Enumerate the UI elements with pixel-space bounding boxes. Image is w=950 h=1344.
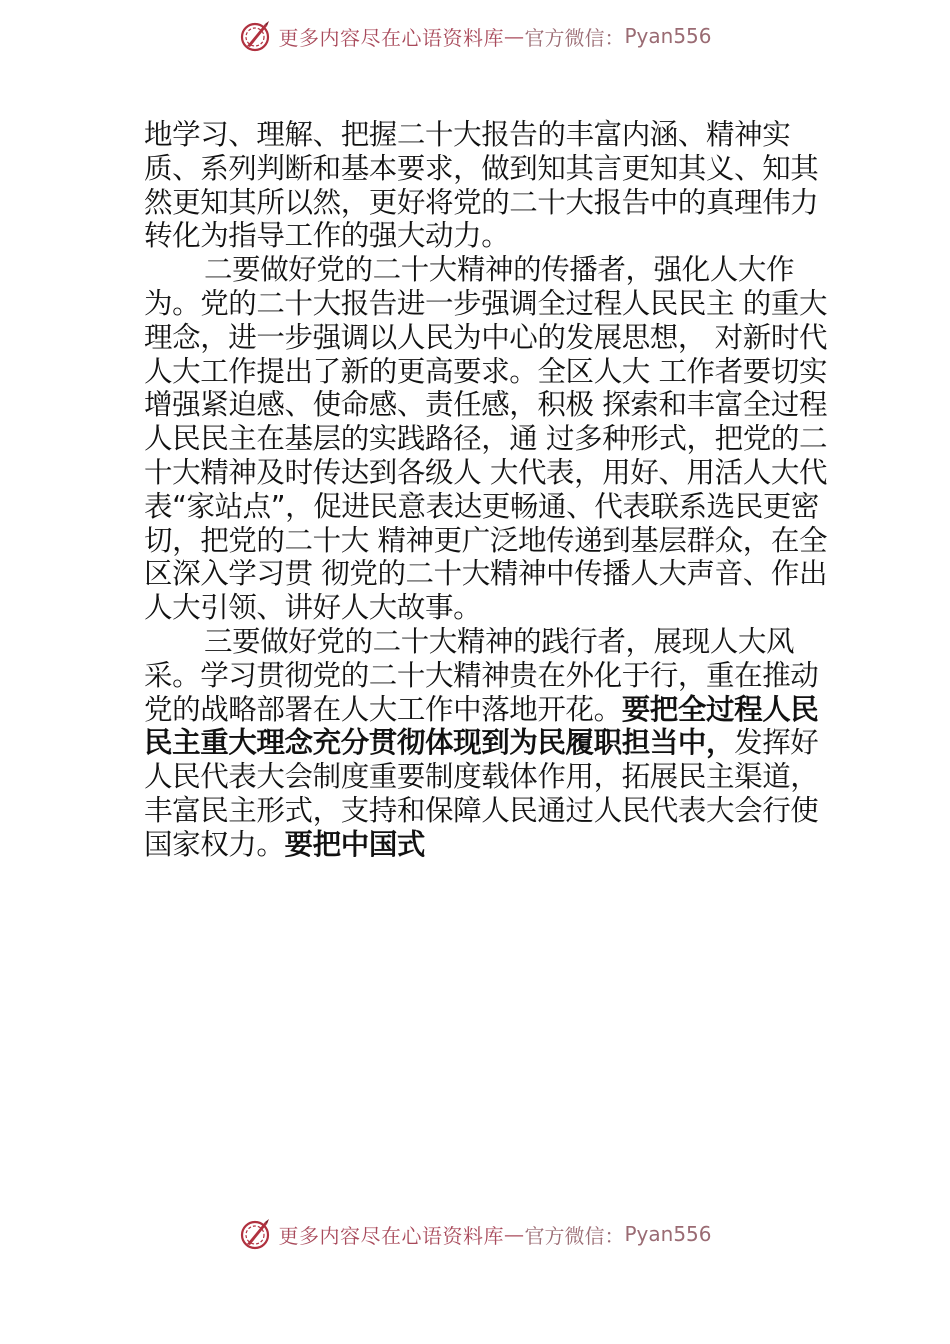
header-site-text: 更多内容尽在心语资料库	[278, 25, 504, 50]
footer-wechat-id: Pyan556	[624, 1222, 712, 1246]
paragraph-3-text-2: 发挥好人民代表大会制度重要制度载体作用，拓展民主渠道，丰富民主形式，支持和保障人民通过人民代表大会行使国家权力。	[144, 726, 819, 861]
paragraph-3	[144, 625, 834, 862]
document-body	[144, 118, 834, 862]
footer-dash: —	[503, 1222, 525, 1246]
footer-wechat-label: 官方微信：	[524, 1223, 625, 1248]
header-wechat-id: Pyan556	[624, 24, 712, 48]
paragraph-3-text-1: 三要做好党的二十大精神的践行者，展现人大风采。学习贯彻党的二十大精神贵在外化于行，重在推动党的战略部署在人大工作中落地开花。	[144, 624, 819, 726]
pen-nib-logo-icon	[238, 19, 272, 53]
pen-nib-logo-icon	[238, 1217, 272, 1251]
footer-banner	[0, 1212, 950, 1256]
header-wechat-label: 官方微信：	[524, 25, 625, 50]
paragraph-3-bold-2: 要把中国式	[284, 827, 426, 861]
paragraph-2: 二要做好党的二十大精神的传播者，强化人大作为。党的二十大报告进一步强调全过程人民民主 的重大理念，进一步强调以人民为中心的发展思想， 对新时代人大工作提出了新的更高要求。全区人大 工作者要切实增强紧迫感、使命感、责任感，积极 探索和丰富全过程人民民主在基层的实践路径，通 过多种形式，把党的二十大精神及时传达到各级人 大代表，用好、用活人大代表“家站点”，促进民意表达更畅通、代表联系选民更密切，把党的二十大 精神更广泛地传递到基层群众，在全区深入学习贯 彻党的二十大精神中传播人大声音、作出人大引领、讲好人大故事。	[144, 253, 828, 625]
paragraph-1: 地学习、理解、把握二十大报告的丰富内涵、精神实质、系列判断和基本要求，做到知其言更知其义、知其然更知其所以然，更好将党的二十大报告中的真理伟力转化为指导工作的强大动力。	[144, 118, 819, 253]
footer-site-text: 更多内容尽在心语资料库	[278, 1223, 504, 1248]
header-dash: —	[503, 24, 525, 48]
paragraph-3-bold-1: 要把全过程人民民主重大理念充分贯彻体现到为民履职担当中，	[144, 692, 819, 760]
header-banner	[0, 14, 950, 58]
